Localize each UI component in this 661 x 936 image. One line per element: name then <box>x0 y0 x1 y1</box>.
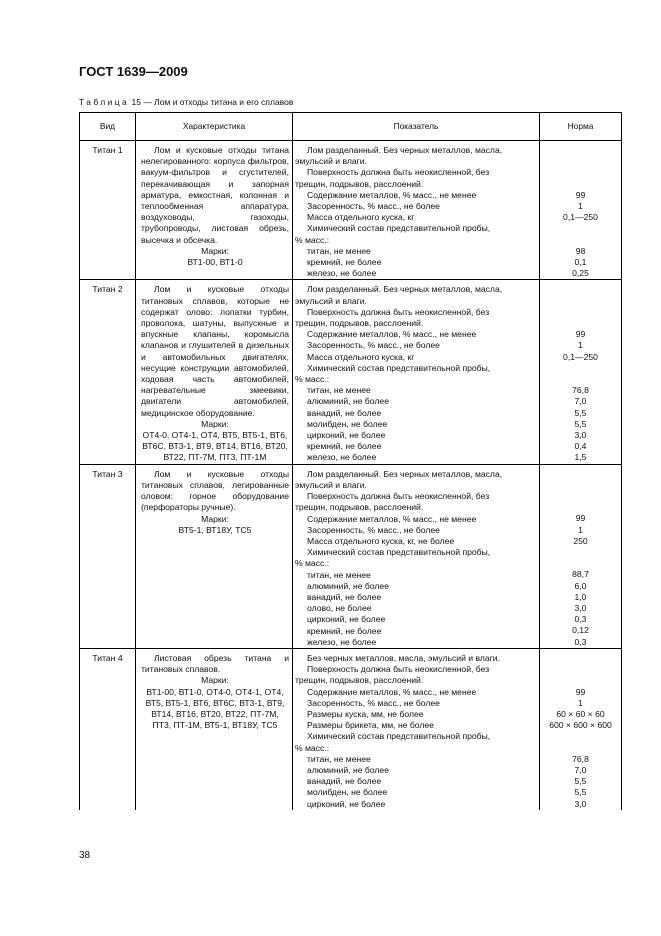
indicator-line: Содержание металлов, % масс., не менее <box>307 513 477 524</box>
caption-text: 15 — Лом и отходы титана и его сплавов <box>129 97 294 107</box>
indicator-line: молибден, не более <box>307 418 388 429</box>
indicator-line: титан, не менее <box>307 569 371 580</box>
cell-norm <box>540 280 622 464</box>
norm-value: 3,0 <box>574 603 587 614</box>
marks-list: ВТ1-00, ВТ1-0, ОТ4-0, ОТ4-1, ОТ4, ВТ5, ВТ5-1, ВТ6, ВТ6С, ВТ3-1, ВТ9, ВТ14, ВТ16, ВТ20, ВТ22, ПТ-7М, ПТ3, ПТ-1М, ВТ5-1, ВТ18У, ТС5 <box>145 686 285 731</box>
norm-value: 88,7 <box>572 569 589 580</box>
norm-value: 99 <box>575 189 586 200</box>
norm-value: 0,3 <box>574 636 587 647</box>
norm-value: 99 <box>575 513 586 524</box>
norm-value: 1,0 <box>574 591 587 602</box>
norm-value: 3,0 <box>574 798 587 809</box>
indicator-line: % масс.: <box>295 742 330 753</box>
indicator-line: цирконий, не более <box>307 614 386 625</box>
norm-value <box>542 480 619 491</box>
indicator-line: Размеры брикета, мм, не более <box>307 720 434 731</box>
norm-value: 7,0 <box>574 764 587 775</box>
indicator-line: трещин, подрывов, расслоений. <box>295 178 424 189</box>
indicator-line: алюминий, не более <box>307 764 389 775</box>
cell-vid: Титан 3 <box>80 464 136 648</box>
norm-value: 1,5 <box>574 452 587 463</box>
indicator-line: Лом разделанный. Без черных металлов, масла, <box>307 145 503 155</box>
table-row <box>80 648 622 809</box>
indicator-line: цирконий, не более <box>307 430 386 441</box>
indicator-line: Химический состав представительной пробы, <box>307 731 491 742</box>
column-header-norm: Норма <box>540 113 622 141</box>
cell-norm <box>540 648 622 809</box>
indicator-line: железо, не более <box>307 452 377 463</box>
column-header-characteristic: Характеристика <box>136 113 293 141</box>
indicator-line: титан, не менее <box>307 245 371 256</box>
marks-list: ВТ1-00, ВТ1-0 <box>187 257 243 268</box>
table-row <box>80 141 622 280</box>
page-number: 38 <box>79 850 91 861</box>
cell-indicator <box>293 280 540 464</box>
marks-label: Марки: <box>201 418 229 429</box>
characteristic-text: Лом и кусковые отходы титановых сплавов, которые не содержат олово: лопатки турбин, проволока, шатуны, выпускные и впускные клапаны, коромысла клапанов и глушителей в дизельных и автомобильных двигателях, несущие конструкции автомобилей, ходовая часть автомобилей, нагревательные змеевики, двигатели автомобилей, медицинское оборудование. <box>141 284 289 418</box>
norm-value <box>542 179 619 190</box>
indicator-line: Засоренность, % масс., не более <box>307 697 440 708</box>
norm-value: 5,5 <box>574 776 587 787</box>
norm-value: 600 × 600 × 600 <box>549 720 612 731</box>
norm-value <box>542 307 619 318</box>
indicator-line: алюминий, не более <box>307 396 389 407</box>
indicator-line: % масс.: <box>295 374 330 385</box>
indicator-line: эмульсий и влаги. <box>295 156 367 167</box>
indicator-line: Засоренность, % масс., не более <box>307 340 440 351</box>
indicator-line: Лом разделанный. Без черных металлов, масла, <box>307 468 503 479</box>
indicator-line: молибден, не более <box>307 787 388 798</box>
norm-value: 76,8 <box>572 753 589 764</box>
indicator-line: кремний, не более <box>307 257 382 268</box>
indicator-line: кремний, не более <box>307 625 382 636</box>
column-header-vid: Вид <box>80 113 136 141</box>
indicator-line: Масса отдельного куска, кг <box>307 351 415 362</box>
indicator-line: железо, не более <box>307 636 377 647</box>
table-row <box>80 280 622 464</box>
table-row <box>80 464 622 648</box>
indicator-line: кремний, не более <box>307 441 382 452</box>
norm-value: 99 <box>575 686 586 697</box>
norm-value: 0,1—250 <box>563 212 598 223</box>
caption-prefix: Таблица <box>79 97 130 107</box>
norm-value: 99 <box>575 329 586 340</box>
scrap-table <box>79 112 622 810</box>
indicator-line: ванадий, не более <box>307 591 382 602</box>
indicator-line: Поверхность должна быть неокисленной, без <box>307 167 490 178</box>
indicator-line: % масс.: <box>295 234 330 245</box>
indicator-line: Масса отдельного куска, кг, не более <box>307 535 455 546</box>
norm-value <box>542 284 619 295</box>
norm-value <box>542 167 619 178</box>
indicator-line: % масс.: <box>295 558 330 569</box>
norm-value: 76,8 <box>572 385 589 396</box>
indicator-line: Содержание металлов, % масс., не менее <box>307 329 477 340</box>
norm-value: 1 <box>578 697 583 708</box>
indicator-line: Засоренность, % масс., не более <box>307 201 440 212</box>
indicator-line: ванадий, не более <box>307 776 382 787</box>
norm-value <box>542 318 619 329</box>
cell-characteristic <box>136 141 293 280</box>
norm-value: 0,4 <box>574 441 587 452</box>
indicator-line: алюминий, не более <box>307 580 389 591</box>
norm-value <box>542 363 619 374</box>
cell-characteristic <box>136 280 293 464</box>
indicator-line: трещин, подрывов, расслоений. <box>295 318 424 329</box>
norm-value <box>542 664 619 675</box>
norm-value: 98 <box>575 245 586 256</box>
indicator-line: титан, не менее <box>307 385 371 396</box>
characteristic-text: Лом и кусковые отходы титана нелегированного: корпуса фильтров, вакуум-фильтров и сгустителей, перекачивающая и запорная арматура, емкостная, колонная и теплообменная аппаратура, воздуховоды, газоходы, трубопроводы, листовая обрезь, высечка и обсечка. <box>141 145 289 245</box>
norm-value <box>542 675 619 686</box>
norm-value <box>542 558 619 569</box>
norm-value: 7,0 <box>574 396 587 407</box>
indicator-line: Содержание металлов, % масс., не менее <box>307 686 477 697</box>
indicator-line: эмульсий и влаги. <box>295 295 367 306</box>
marks-label: Марки: <box>201 245 229 256</box>
indicator-line: Поверхность должна быть неокисленной, без <box>307 306 490 317</box>
indicator-line: ванадий, не более <box>307 407 382 418</box>
characteristic-text: Листовая обрезь титана и титановых сплавов. <box>141 652 289 675</box>
cell-indicator <box>293 141 540 280</box>
indicator-line: трещин, подрывов, расслоений. <box>295 675 424 686</box>
document-header: ГОСТ 1639—2009 <box>79 64 188 79</box>
norm-value <box>542 156 619 167</box>
marks-list: ОТ4-0, ОТ4-1, ОТ4, ВТ5, ВТ5-1, ВТ6, ВТ6С, ВТ3-1, ВТ9, ВТ14, ВТ16, ВТ20, ВТ22, ПТ-7М, ПТ3, ПТ-1М <box>142 430 288 463</box>
norm-value: 1 <box>578 340 583 351</box>
norm-value <box>542 731 619 742</box>
norm-value: 0,1—250 <box>563 351 598 362</box>
norm-value: 60 × 60 × 60 <box>556 708 605 719</box>
table-body <box>80 141 622 810</box>
norm-value <box>542 145 619 156</box>
norm-value <box>542 502 619 513</box>
cell-norm <box>540 141 622 280</box>
norm-value: 0,3 <box>574 614 587 625</box>
indicator-line: Без черных металлов, масла, эмульсий и влаги. <box>307 652 500 663</box>
norm-value: 1 <box>578 200 583 211</box>
norm-value: 0,1 <box>574 256 587 267</box>
norm-value: 0,25 <box>572 268 589 279</box>
cell-characteristic <box>136 464 293 648</box>
cell-vid: Титан 2 <box>80 280 136 464</box>
marks-label: Марки: <box>201 513 229 524</box>
norm-value <box>542 653 619 664</box>
indicator-line: Химический состав представительной пробы, <box>307 362 491 373</box>
norm-value: 5,5 <box>574 418 587 429</box>
norm-value <box>542 469 619 480</box>
indicator-line: Химический состав представительной пробы, <box>307 223 491 234</box>
cell-indicator <box>293 464 540 648</box>
norm-value: 250 <box>573 535 588 546</box>
characteristic-text: Лом и кусковые отходы титановых сплавов, легированные оловом: горное оборудование (перфораторы ручные). <box>141 468 289 513</box>
cell-vid: Титан 4 <box>80 648 136 809</box>
table-header-row <box>80 113 622 141</box>
indicator-line: трещин, подрывов, расслоений. <box>295 502 424 513</box>
indicator-line: олово, не более <box>307 603 372 614</box>
table-caption <box>79 97 293 107</box>
indicator-line: Химический состав представительной пробы, <box>307 547 491 558</box>
marks-label: Марки: <box>201 675 229 686</box>
norm-value: 1 <box>578 524 583 535</box>
norm-value <box>542 223 619 234</box>
norm-value <box>542 374 619 385</box>
norm-value <box>542 235 619 246</box>
cell-vid: Титан 1 <box>80 141 136 280</box>
indicator-line: цирконий, не более <box>307 798 386 809</box>
indicator-line: Масса отдельного куска, кг <box>307 212 415 223</box>
norm-value: 6,0 <box>574 580 587 591</box>
norm-value: 5,5 <box>574 787 587 798</box>
indicator-line: Лом разделанный. Без черных металлов, масла, <box>307 284 503 295</box>
indicator-line: Поверхность должна быть неокисленной, без <box>307 664 490 675</box>
norm-value <box>542 743 619 754</box>
indicator-line: Размеры куска, мм, не более <box>307 708 424 719</box>
cell-norm <box>540 464 622 648</box>
indicator-line: титан, не менее <box>307 753 371 764</box>
marks-list: ВТ5-1, ВТ18У, ТС5 <box>178 524 252 535</box>
indicator-line: эмульсий и влаги. <box>295 479 367 490</box>
cell-characteristic <box>136 648 293 809</box>
norm-value <box>542 296 619 307</box>
indicator-line: Поверхность должна быть неокисленной, без <box>307 491 490 502</box>
indicator-line: железо, не более <box>307 268 377 279</box>
column-header-indicator: Показатель <box>293 113 540 141</box>
norm-value <box>542 547 619 558</box>
norm-value: 3,0 <box>574 429 587 440</box>
indicator-line: Содержание металлов, % масс., не менее <box>307 189 477 200</box>
cell-indicator <box>293 648 540 809</box>
indicator-line: Засоренность, % масс., не более <box>307 524 440 535</box>
norm-value: 0,12 <box>572 625 589 636</box>
norm-value <box>542 491 619 502</box>
norm-value: 5,5 <box>574 407 587 418</box>
